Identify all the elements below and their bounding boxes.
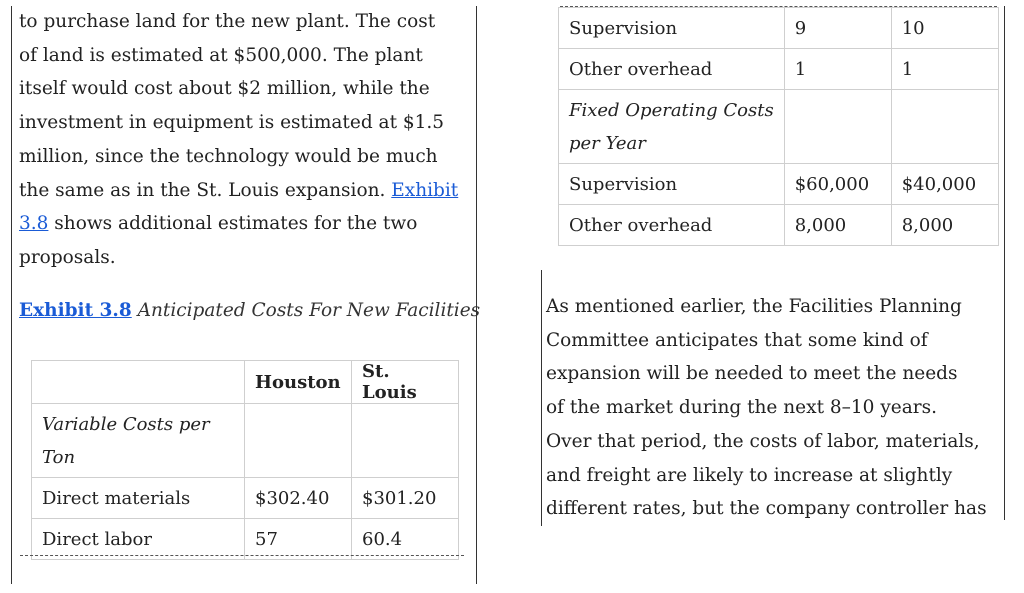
costs-table-part2	[558, 7, 999, 246]
left-divider	[476, 6, 477, 584]
costs-table-part1	[31, 360, 459, 560]
paragraph-line: investment in equipment is estimated at $1.5	[19, 112, 445, 134]
st-louis-value: $301.20	[352, 478, 459, 519]
paragraph-line: different rates, but the company controller has	[546, 498, 987, 520]
row-label: Supervision	[559, 8, 785, 49]
table-row	[32, 519, 459, 560]
intro-paragraph	[19, 5, 458, 275]
header-empty	[32, 361, 245, 404]
st-louis-value: 60.4	[352, 519, 459, 560]
paragraph-line: to purchase land for the new plant. The cost	[19, 11, 436, 32]
row-label: Supervision	[559, 164, 785, 205]
table-cell-empty	[784, 90, 891, 164]
table-header-row	[32, 361, 459, 404]
paragraph-line: As mentioned earlier, the Facilities Planning	[546, 296, 962, 317]
table-row	[559, 164, 999, 205]
paragraph-line: Over that period, the costs of labor, materials,	[546, 430, 980, 452]
section-label-line: Fixed Operating Costs	[569, 99, 774, 121]
row-label: Other overhead	[559, 49, 785, 90]
section-label	[32, 404, 245, 478]
houston-value: 8,000	[784, 205, 891, 246]
table-row	[559, 49, 999, 90]
st-louis-value: 8,000	[891, 205, 998, 246]
paragraph-line: itself would cost about $2 million, while the	[19, 78, 430, 100]
st-louis-value: 1	[891, 49, 998, 90]
row-label: Direct labor	[32, 519, 245, 560]
paragraph-text: the same as in the St. Louis expansion.	[19, 179, 392, 201]
section-label-line: per Year	[569, 132, 646, 154]
row-label: Direct materials	[32, 478, 245, 519]
right-border	[1004, 6, 1005, 520]
houston-value: $302.40	[245, 478, 352, 519]
expansion-paragraph	[546, 290, 987, 526]
paragraph-line: Committee anticipates that some kind of	[546, 329, 928, 351]
exhibit-caption-link[interactable]: Exhibit 3.8	[19, 300, 132, 321]
section-label	[559, 90, 785, 164]
table-row	[559, 8, 999, 49]
paragraph-line: and freight are likely to increase at slightly	[546, 464, 953, 486]
st-louis-value: $40,000	[891, 164, 998, 205]
table-row	[32, 478, 459, 519]
exhibit-title: Anticipated Costs For New Facilities	[137, 300, 481, 321]
row-label: Other overhead	[559, 205, 785, 246]
exhibit-caption	[19, 296, 480, 326]
houston-value: 57	[245, 519, 352, 560]
left-border	[11, 6, 12, 584]
table-cell-empty	[891, 90, 998, 164]
houston-value: 1	[784, 49, 891, 90]
st-louis-value: 10	[891, 8, 998, 49]
section-label-line: Variable Costs per	[42, 413, 210, 435]
page-break-line-left	[20, 555, 464, 556]
paragraph-line: of the market during the next 8–10 years.	[546, 397, 937, 419]
paragraph-line: of land is estimated at $500,000. The plant	[19, 44, 423, 66]
exhibit-link-part1[interactable]: Exhibit	[391, 179, 459, 201]
paragraph-line: expansion will be needed to meet the needs	[546, 363, 958, 385]
header-st-louis: St. Louis	[352, 361, 459, 404]
right-divider	[541, 270, 542, 526]
paragraph-line-8: proposals.	[19, 246, 116, 268]
section-row-fixed-costs	[559, 90, 999, 164]
paragraph-line-7	[19, 207, 458, 241]
exhibit-link-part2[interactable]: 3.8	[19, 213, 49, 235]
paragraph-line-6	[19, 174, 458, 208]
section-row-variable-costs	[32, 404, 459, 478]
paragraph-text: shows additional estimates for the two	[48, 213, 418, 235]
section-label-line: Ton	[42, 446, 76, 468]
houston-value: 9	[784, 8, 891, 49]
table-cell-empty	[352, 404, 459, 478]
header-houston: Houston	[245, 361, 352, 404]
table-cell-empty	[245, 404, 352, 478]
table-row	[559, 205, 999, 246]
houston-value: $60,000	[784, 164, 891, 205]
paragraph-line: million, since the technology would be much	[19, 145, 438, 167]
